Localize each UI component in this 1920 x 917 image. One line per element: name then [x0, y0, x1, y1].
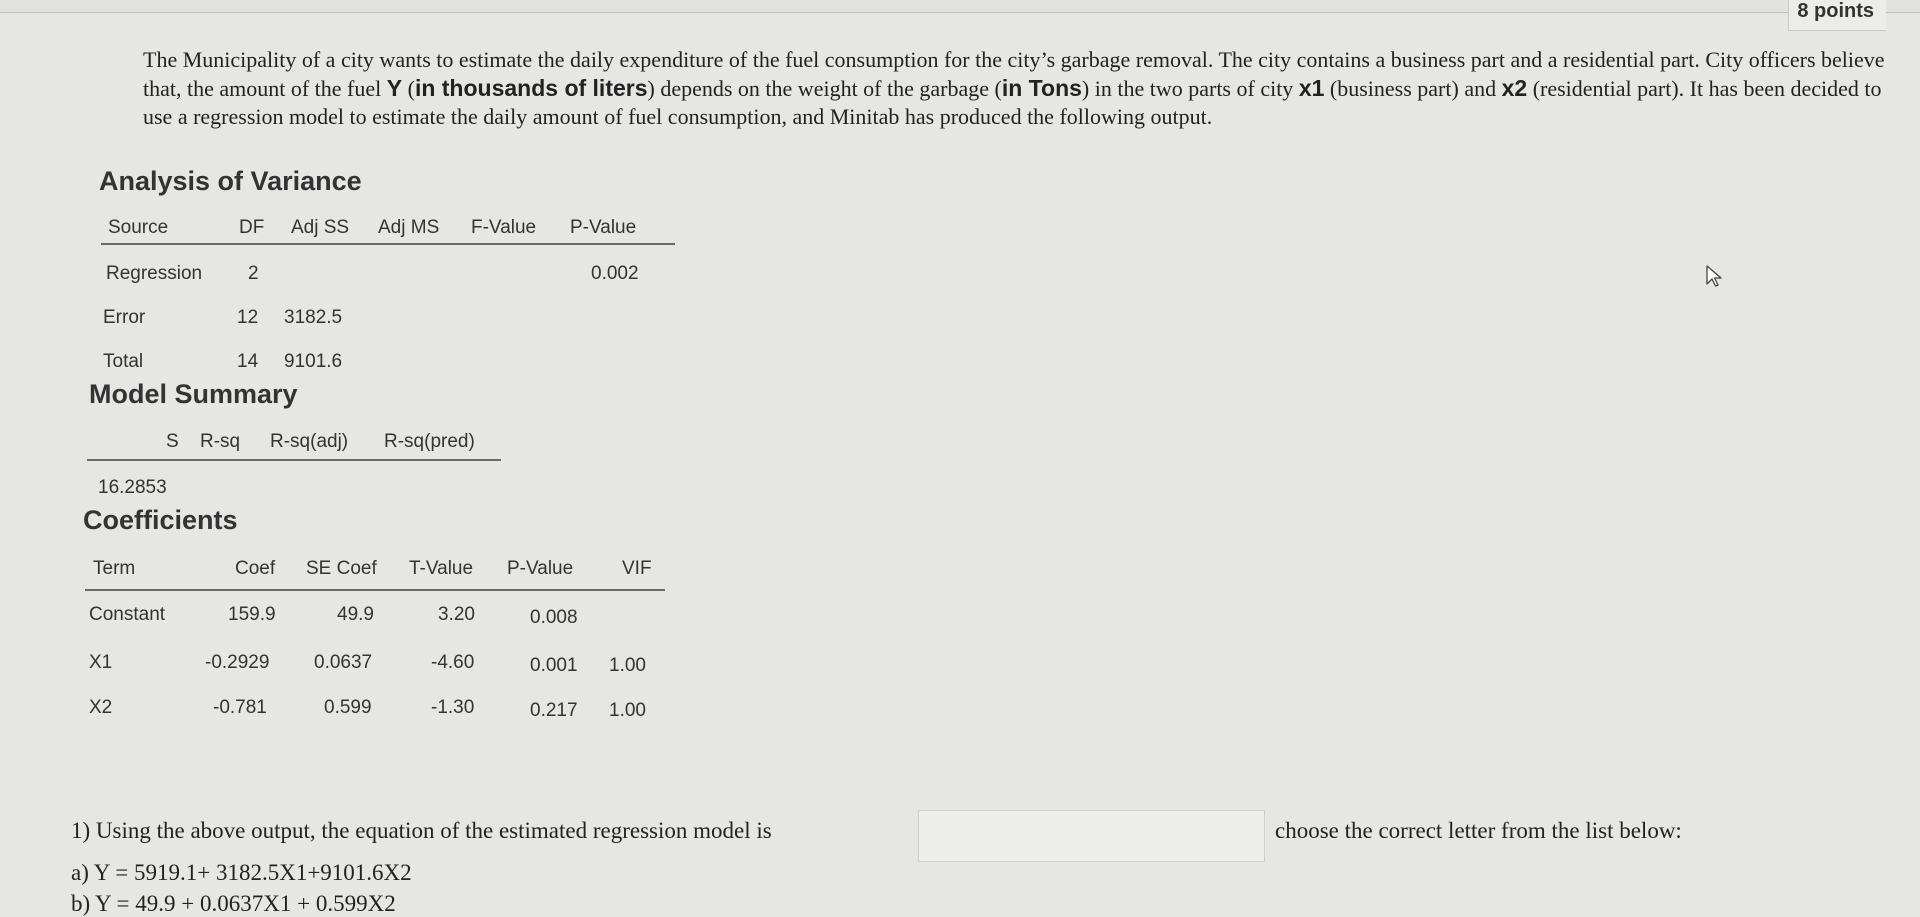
coef-header-term: Term	[93, 558, 136, 579]
coef-row-x2-coef: -0.781	[213, 697, 267, 718]
coef-row-x1-term: X1	[89, 652, 113, 673]
model-summary-header-s: S	[166, 431, 179, 452]
anova-row-total-df: 14	[237, 351, 259, 372]
coef-header-p-value: P-Value	[507, 558, 574, 579]
intro-unit-tons: in Tons	[1001, 75, 1082, 101]
coef-row-x1-se: 0.0637	[314, 652, 373, 673]
anova-row-total-adj-ss: 9101.6	[284, 351, 343, 372]
anova-row-regression-source: Regression	[106, 263, 203, 284]
model-summary-header-rule	[87, 459, 501, 461]
anova-header-adj-ms: Adj MS	[378, 217, 440, 238]
anova-row-total-source: Total	[103, 351, 144, 372]
q1-option-b: b) Y = 49.9 + 0.0637X1 + 0.599X2	[71, 891, 396, 916]
coef-row-constant-term: Constant	[89, 604, 166, 625]
coef-row-constant-t: 3.20	[438, 604, 475, 625]
coef-row-x1-p: 0.001	[530, 655, 578, 676]
anova-header-df: DF	[239, 217, 265, 238]
anova-header-rule	[101, 243, 675, 245]
coef-row-x1-coef: -0.2929	[205, 652, 270, 673]
q1-option-a: a) Y = 5919.1+ 3182.5X1+9101.6X2	[71, 860, 412, 885]
coef-header-vif: VIF	[622, 558, 652, 579]
intro-var-x1: x1	[1298, 75, 1325, 101]
anova-header-adj-ss: Adj SS	[291, 217, 350, 238]
mouse-pointer-icon	[1704, 264, 1728, 288]
intro-var-y: Y	[386, 75, 403, 101]
coefficients-title: Coefficients	[83, 505, 238, 535]
anova-row-error-adj-ss: 3182.5	[284, 307, 343, 328]
intro-text-4: ) in the two parts of city	[1081, 76, 1299, 101]
anova-row-regression-df: 2	[248, 263, 259, 284]
model-summary-s-value: 16.2853	[98, 477, 167, 498]
top-bar	[0, 0, 1920, 13]
q1-answer-field[interactable]	[918, 810, 1265, 862]
anova-header-p-value: P-Value	[570, 217, 637, 238]
q1-instruction: choose the correct letter from the list below:	[1275, 818, 1682, 843]
intro-text-6: (residential part). It has been decided to use a regression model to estimate the daily amount of fuel consumption, and Minitab has produced the following output.	[143, 76, 1882, 129]
intro-var-x2: x2	[1501, 75, 1528, 101]
anova-header-source: Source	[108, 217, 169, 238]
intro-unit-liters: in thousands of liters	[414, 75, 648, 101]
intro-text-2: (	[402, 76, 415, 101]
model-summary-title: Model Summary	[89, 379, 298, 409]
intro-text-5: (business part) and	[1324, 76, 1502, 101]
coef-row-x2-term: X2	[89, 697, 113, 718]
anova-row-regression-p-value: 0.002	[591, 263, 639, 284]
model-summary-header-r-sq-adj: R-sq(adj)	[270, 431, 349, 452]
intro-text-1: The Municipality of a city wants to estimate the daily expenditure of the fuel consumption for the city’s garbage removal. The city contains a business part and a residential part. City officers believe that, the amount of the fuel	[143, 47, 1885, 101]
coef-header-rule	[85, 589, 665, 591]
intro-text-3: ) depends on the weight of the garbage (	[647, 76, 1002, 101]
coef-row-constant-p: 0.008	[530, 607, 578, 628]
anova-row-error-df: 12	[237, 307, 259, 328]
q1-prompt: 1) Using the above output, the equation of the estimated regression model is	[71, 818, 772, 843]
coef-row-constant-coef: 159.9	[228, 604, 276, 625]
anova-title: Analysis of Variance	[99, 166, 362, 196]
coef-row-x1-vif: 1.00	[609, 655, 646, 676]
anova-row-error-source: Error	[103, 307, 146, 328]
model-summary-header-r-sq-pred: R-sq(pred)	[384, 431, 475, 452]
coef-header-se-coef: SE Coef	[306, 558, 377, 579]
coef-row-x2-vif: 1.00	[609, 700, 646, 721]
coef-row-x2-p: 0.217	[530, 700, 578, 721]
points-badge: 8 points	[1788, 0, 1886, 31]
question-intro	[143, 46, 1903, 131]
coef-row-constant-se: 49.9	[337, 604, 374, 625]
anova-header-f-value: F-Value	[471, 217, 537, 238]
coef-header-coef: Coef	[235, 558, 276, 579]
coef-row-x2-t: -1.30	[431, 697, 475, 718]
coef-row-x1-t: -4.60	[431, 652, 475, 673]
coef-header-t-value: T-Value	[409, 558, 474, 579]
coef-row-x2-se: 0.599	[324, 697, 372, 718]
model-summary-header-r-sq: R-sq	[200, 431, 241, 452]
